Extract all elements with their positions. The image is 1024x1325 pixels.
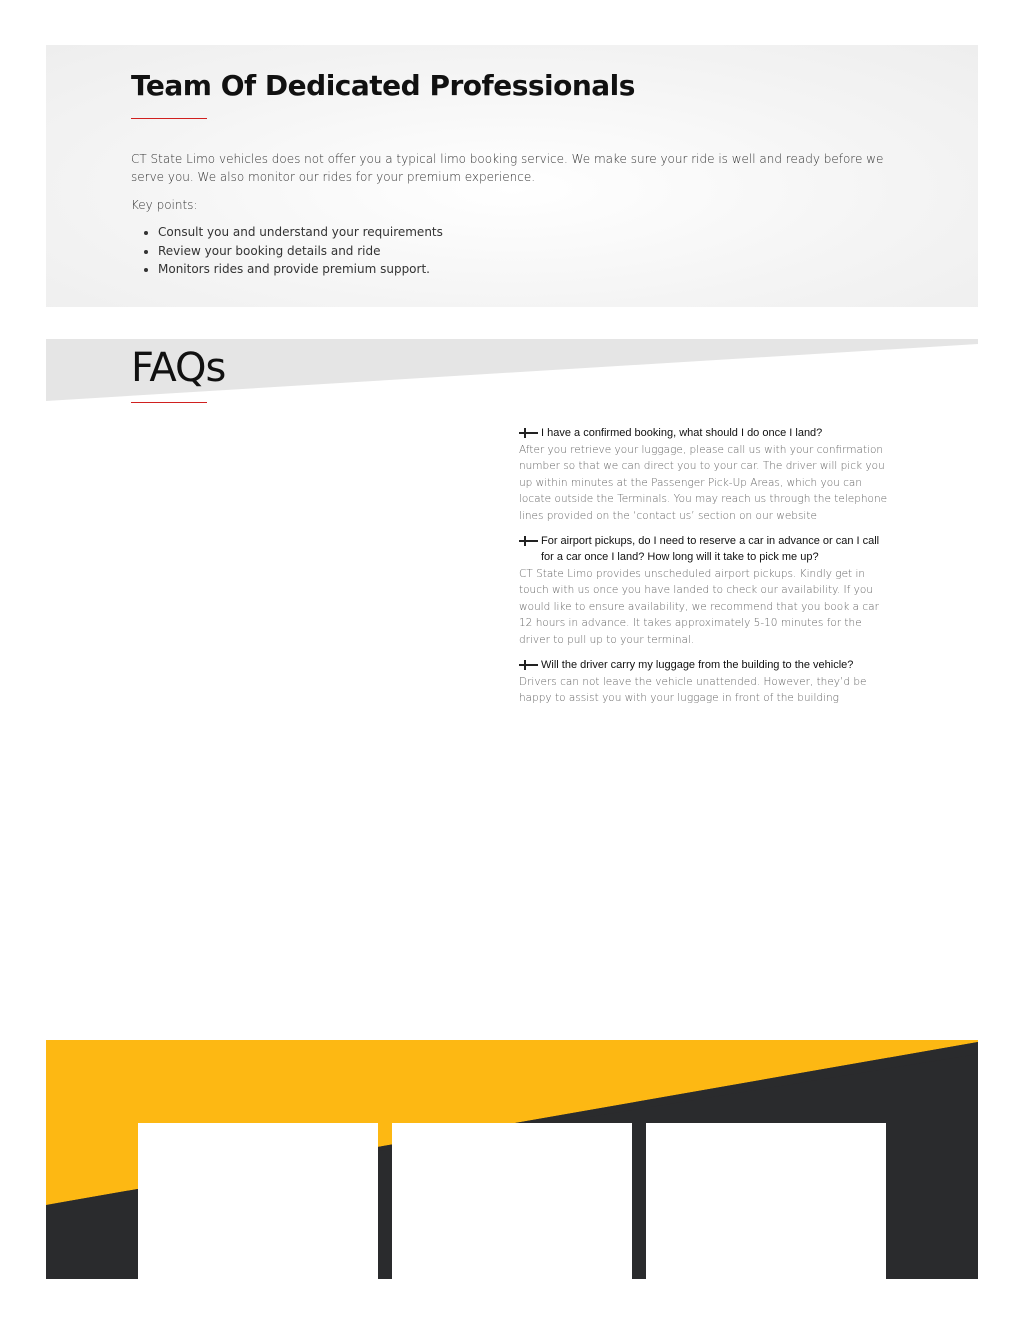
faq-question-toggle[interactable]: [519, 533, 889, 565]
faq-answer: After you retrieve your luggage, please call us with your confirmation number so that we can direct you to your car. The driver will pick you up within minutes at the Passenger Pick-Up Areas, which you can locate outside the Terminals. You may reach us through the telephone lines provided on the ‘contact us’ section on our website: [519, 444, 888, 522]
faq-question: I have a confirmed booking, what should I do once I land?: [541, 427, 823, 439]
faq-question-toggle[interactable]: [519, 425, 889, 441]
plus-cross-icon: [519, 657, 538, 673]
key-point-item: • Review your booking details and ride: [158, 242, 443, 261]
feature-card: [392, 1123, 632, 1279]
faq-question-toggle[interactable]: [519, 657, 889, 673]
key-points-label: Key points:: [131, 198, 198, 212]
key-points-list: [131, 223, 443, 279]
team-section: [46, 45, 978, 307]
title-underline: [131, 118, 207, 119]
faq-answer: CT State Limo provides unscheduled airport pickups. Kindly get in touch with us once you have landed to check our availability. If you would like to ensure availability, we recommend that you book a car 12 hours in advance. It takes approximately 5-10 minutes for the driver to pull up to your terminal.: [519, 568, 879, 646]
faq-list: [519, 425, 889, 716]
faq-item: [519, 533, 889, 648]
faq-question: Will the driver carry my luggage from the building to the vehicle?: [541, 659, 854, 672]
team-intro-text: CT State Limo vehicles does not offer you a typical limo booking service. We make sure your ride is well and ready before we serve you. We also monitor our rides for your premium experience.: [131, 152, 884, 184]
faq-title-underline: [131, 402, 207, 403]
key-point-item: • Monitors rides and provide premium support.: [158, 260, 443, 279]
plus-cross-icon: [519, 533, 538, 549]
faq-question: For airport pickups, do I need to reserve a car in advance or can I call for a car once I land? How long will it take to pick me up?: [541, 535, 880, 564]
team-title: Team Of Dedicated Professionals: [131, 69, 635, 102]
feature-card: [646, 1123, 886, 1279]
feature-card: [138, 1123, 378, 1279]
key-point-item: • Consult you and understand your requirements: [158, 223, 443, 242]
faq-item: [519, 657, 889, 707]
faq-title: FAQs: [131, 345, 226, 391]
plus-cross-icon: [519, 425, 538, 441]
faq-item: [519, 425, 889, 524]
faq-answer: Drivers can not leave the vehicle unattended. However, they’d be happy to assist you with your luggage in front of the building: [519, 676, 867, 705]
